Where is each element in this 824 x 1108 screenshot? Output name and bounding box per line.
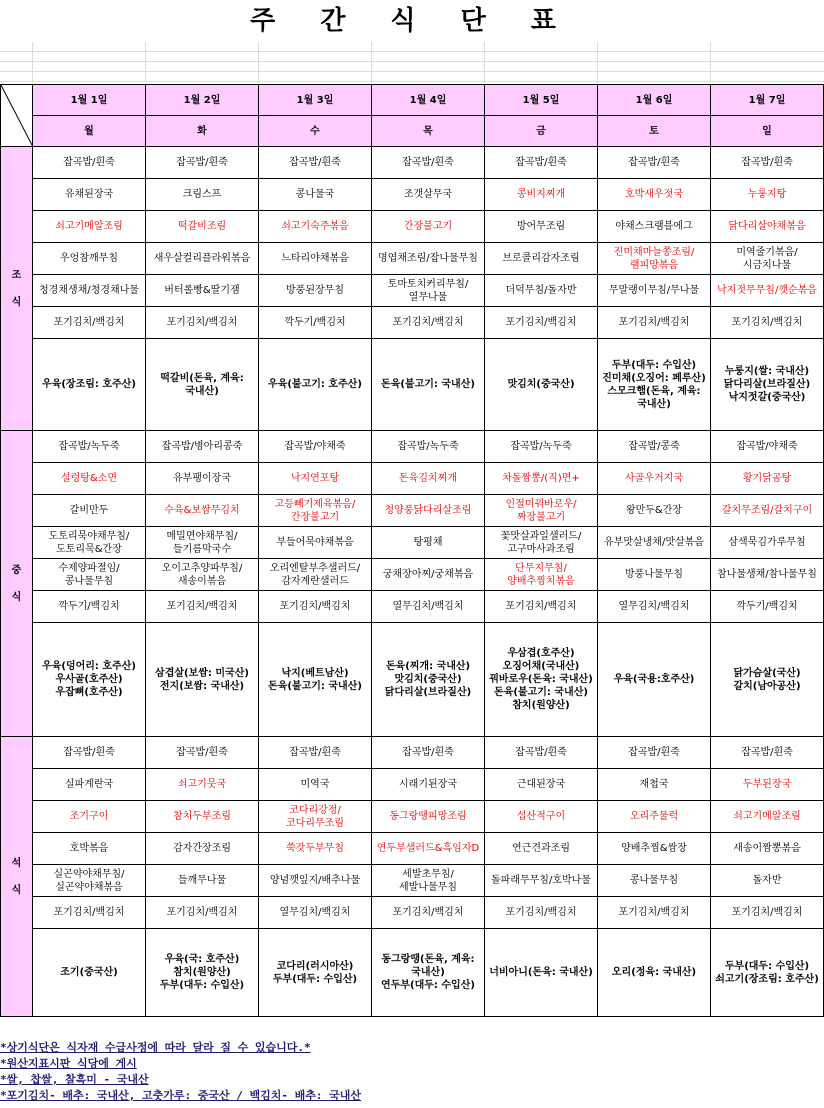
menu-cell: 포기김치/백김치: [146, 897, 259, 929]
menu-cell: 돈육김치찌개: [372, 463, 485, 495]
menu-cell: 잡곡밥/흰죽: [372, 737, 485, 769]
menu-cell: 간장불고기: [372, 211, 485, 243]
menu-cell: 떡갈비조림: [146, 211, 259, 243]
empty-spreadsheet-rows: [0, 42, 824, 84]
menu-cell: 도토리묵야채무침/도토리묵&간장: [33, 527, 146, 559]
menu-row: [1, 769, 824, 801]
menu-cell: 야채스크램블에그: [598, 211, 711, 243]
menu-cell: 닭다리살야채볶음: [711, 211, 824, 243]
menu-cell: 조기구이: [33, 801, 146, 833]
menu-cell: 세발초무침/세발나물무침: [372, 865, 485, 897]
menu-cell: 누룽지탕: [711, 179, 824, 211]
menu-cell: 포기김치/백김치: [485, 897, 598, 929]
menu-cell: 잡곡밥/병아리콩죽: [146, 431, 259, 463]
menu-cell: 방풍나물무침: [598, 559, 711, 591]
menu-cell: 콩나물무침: [598, 865, 711, 897]
menu-cell: 포기김치/백김치: [711, 307, 824, 339]
meal-label: 석 식: [1, 737, 33, 1017]
menu-cell: 재첩국: [598, 769, 711, 801]
menu-cell: 실파계란국: [33, 769, 146, 801]
menu-cell: 잡곡밥/흰죽: [146, 737, 259, 769]
menu-cell: 양념깻잎지/배추나물: [259, 865, 372, 897]
menu-cell: 호박새우젓국: [598, 179, 711, 211]
menu-cell: 단무지무침/양배추찜치볶음: [485, 559, 598, 591]
meal-label: 조 식: [1, 147, 33, 431]
menu-cell: 왕만두&간장: [598, 495, 711, 527]
menu-cell: 호박볶음: [33, 833, 146, 865]
menu-cell: 잡곡밥/녹두죽: [485, 431, 598, 463]
menu-cell: 참나물생채/참나물무침: [711, 559, 824, 591]
menu-cell: 잡곡밥/녹두죽: [33, 431, 146, 463]
menu-cell: 우엉참깨무침: [33, 243, 146, 275]
menu-cell: 잡곡밥/흰죽: [485, 147, 598, 179]
menu-cell: 우육(국: 호주산) 참치(원양산) 두부(대두: 수입산): [146, 929, 259, 1017]
menu-cell: 포기김치/백김치: [33, 897, 146, 929]
menu-cell: 열무김치/백김치: [372, 591, 485, 623]
menu-cell: 포기김치/백김치: [146, 591, 259, 623]
menu-cell: 포기김치/백김치: [33, 307, 146, 339]
date-header: 1월 2일: [146, 85, 259, 116]
menu-cell: 방어무조림: [485, 211, 598, 243]
menu-row: [1, 559, 824, 591]
note-line: *원산지표시판 식당에 게시: [0, 1057, 137, 1070]
menu-cell: 코다리강정/코다리무조림: [259, 801, 372, 833]
menu-cell: 잡곡밥/야채죽: [711, 431, 824, 463]
menu-cell: 오리엔탈부추샐러드/감자계란샐러드: [259, 559, 372, 591]
menu-cell: 설렁탕&소면: [33, 463, 146, 495]
menu-cell: 두부(대두: 수입산) 진미채(오징어: 페루산) 스모크햄(돈육, 계육: 국내산): [598, 339, 711, 431]
menu-row: [1, 431, 824, 463]
page-title: 주 간 식 단 표: [250, 6, 574, 36]
menu-cell: 잡곡밥/흰죽: [485, 737, 598, 769]
menu-cell: 양배추찜&쌈장: [598, 833, 711, 865]
day-of-week-header: 토: [598, 116, 711, 147]
menu-cell: 포기김치/백김치: [485, 307, 598, 339]
menu-cell: 삼겹살(보쌈: 미국산) 전지(보쌈: 국내산): [146, 623, 259, 737]
date-header: 1월 1일: [33, 85, 146, 116]
menu-row: [1, 801, 824, 833]
menu-row: [1, 179, 824, 211]
menu-row: [1, 833, 824, 865]
menu-cell: 우육(덩어리: 호주산) 우사골(호주산) 우잡뼈(호주산): [33, 623, 146, 737]
menu-cell: 조갯살무국: [372, 179, 485, 211]
date-header: 1월 5일: [485, 85, 598, 116]
menu-cell: 돌파래무무침/호박나물: [485, 865, 598, 897]
menu-cell: 더덕무침/돌자반: [485, 275, 598, 307]
menu-cell: 열무김치/백김치: [598, 591, 711, 623]
meal-label: 중 식: [1, 431, 33, 737]
menu-cell: 깍두기/백김치: [259, 307, 372, 339]
menu-cell: 쇠고기메알조림: [33, 211, 146, 243]
day-of-week-header: 일: [711, 116, 824, 147]
menu-cell: 낙지(베트남산) 돈육(불고기: 국내산): [259, 623, 372, 737]
menu-cell: 유부팽이장국: [146, 463, 259, 495]
menu-cell: 두부(대두: 수입산) 쇠고기(장조림: 호주산): [711, 929, 824, 1017]
menu-cell: 포기김치/백김치: [259, 591, 372, 623]
notes-section: [0, 1040, 824, 1104]
menu-cell: 갈비만두: [33, 495, 146, 527]
menu-cell: 근대된장국: [485, 769, 598, 801]
menu-row: [1, 307, 824, 339]
menu-cell: 꽃맛살과일샐러드/고구마사과조림: [485, 527, 598, 559]
menu-cell: 우육(장조림: 호주산): [33, 339, 146, 431]
menu-cell: 인절미꿔바로우/짜장불고기: [485, 495, 598, 527]
menu-cell: 우육(불고기: 호주산): [259, 339, 372, 431]
menu-cell: 코다리(러시아산) 두부(대두: 수입산): [259, 929, 372, 1017]
menu-row: [1, 243, 824, 275]
menu-row: [1, 527, 824, 559]
day-of-week-header: 화: [146, 116, 259, 147]
day-of-week-header: 수: [259, 116, 372, 147]
menu-cell: 쇠고기메알조림: [711, 801, 824, 833]
menu-cell: 버터롤빵&딸기잼: [146, 275, 259, 307]
menu-cell: 유부맛살냉채/맛살볶음: [598, 527, 711, 559]
menu-cell: 명엽채조림/잡나물무침: [372, 243, 485, 275]
menu-cell: 잡곡밥/녹두죽: [372, 431, 485, 463]
menu-cell: 미역국: [259, 769, 372, 801]
menu-cell: 잡곡밥/흰죽: [146, 147, 259, 179]
menu-cell: 잡곡밥/흰죽: [598, 737, 711, 769]
menu-cell: 섭산적구이: [485, 801, 598, 833]
menu-cell: 고등빼기제육볶음/간장불고기: [259, 495, 372, 527]
note-line: *포기김치- 배추: 국내산, 고춧가루: 중국산 / 백김치- 배추: 국내산: [0, 1089, 361, 1102]
menu-cell: 새우살컬리플라워볶음: [146, 243, 259, 275]
weekly-menu-table: [0, 84, 824, 1017]
menu-row: [1, 147, 824, 179]
menu-cell: 감자간장조림: [146, 833, 259, 865]
menu-cell: 포기김치/백김치: [146, 307, 259, 339]
menu-cell: 오리(정육: 국내산): [598, 929, 711, 1017]
menu-cell: 연근견과조림: [485, 833, 598, 865]
menu-cell: 크림스프: [146, 179, 259, 211]
date-header: 1월 7일: [711, 85, 824, 116]
menu-cell: 참치두부조림: [146, 801, 259, 833]
menu-cell: 오리주물럭: [598, 801, 711, 833]
menu-cell: 포기김치/백김치: [372, 897, 485, 929]
menu-cell: 콩비지찌개: [485, 179, 598, 211]
menu-cell: 콩나물국: [259, 179, 372, 211]
menu-cell: 메밀면야채무침/들기름막국수: [146, 527, 259, 559]
menu-cell: 돌자반: [711, 865, 824, 897]
menu-cell: 수제양파절임/콩나물무침: [33, 559, 146, 591]
diagonal-line: [1, 85, 33, 147]
menu-cell: 잡곡밥/야채죽: [259, 431, 372, 463]
menu-cell: 우육(국용:호주산): [598, 623, 711, 737]
menu-cell: 낙지젓무무침/깻순볶음: [711, 275, 824, 307]
menu-cell: 열무김치/백김치: [259, 897, 372, 929]
date-header: 1월 3일: [259, 85, 372, 116]
day-of-week-header: 금: [485, 116, 598, 147]
menu-cell: 부들어묵야채볶음: [259, 527, 372, 559]
menu-row: [1, 495, 824, 527]
menu-cell: 탕평채: [372, 527, 485, 559]
menu-cell: 토마토치커리무침/열무나물: [372, 275, 485, 307]
menu-row: [1, 339, 824, 431]
note-line: *쌀, 찹쌀, 찰흑미 - 국내산: [0, 1073, 149, 1086]
menu-cell: 떡갈비(돈육, 계육: 국내산): [146, 339, 259, 431]
menu-cell: 두부된장국: [711, 769, 824, 801]
menu-cell: 청양풍닭다리살조림: [372, 495, 485, 527]
menu-cell: 포기김치/백김치: [598, 307, 711, 339]
menu-cell: 들깨무나물: [146, 865, 259, 897]
menu-cell: 잡곡밥/흰죽: [33, 737, 146, 769]
menu-cell: 황기닭곰탕: [711, 463, 824, 495]
menu-cell: 동그랑땡피망조림: [372, 801, 485, 833]
menu-cell: 우삼겹(호주산) 오징어채(국내산) 꿔바로우(돈육: 국내산) 돈육(불고기: 국내산) 참치(원양산): [485, 623, 598, 737]
menu-cell: 동그랑땡(돈육, 계육: 국내산) 연두부(대두: 수입산): [372, 929, 485, 1017]
day-of-week-header: 월: [33, 116, 146, 147]
menu-cell: 쇠고기숙주볶음: [259, 211, 372, 243]
date-header: 1월 4일: [372, 85, 485, 116]
menu-cell: 시래기된장국: [372, 769, 485, 801]
menu-cell: 닭가슴살(국산) 갈치(남아공산): [711, 623, 824, 737]
menu-cell: 깍두기/백김치: [33, 591, 146, 623]
date-header: 1월 6일: [598, 85, 711, 116]
menu-cell: 무말랭이무침/무나물: [598, 275, 711, 307]
menu-cell: 실곤약야채무침/실곤약야채볶음: [33, 865, 146, 897]
menu-cell: 브로콜리감자조림: [485, 243, 598, 275]
menu-cell: 방풍된장무침: [259, 275, 372, 307]
menu-cell: 잡곡밥/흰죽: [711, 737, 824, 769]
menu-cell: 수육&보쌈무김치: [146, 495, 259, 527]
menu-cell: 잡곡밥/콩죽: [598, 431, 711, 463]
menu-cell: 잡곡밥/흰죽: [259, 147, 372, 179]
menu-cell: 사골우거지국: [598, 463, 711, 495]
menu-cell: 낙지연포탕: [259, 463, 372, 495]
menu-cell: 포기김치/백김치: [711, 897, 824, 929]
menu-row: [1, 865, 824, 897]
menu-row: [1, 897, 824, 929]
menu-cell: 맛김치(중국산): [485, 339, 598, 431]
menu-cell: 포기김치/백김치: [485, 591, 598, 623]
menu-cell: 잡곡밥/흰죽: [598, 147, 711, 179]
menu-cell: 느타리야채볶음: [259, 243, 372, 275]
menu-cell: 쑥갓두부무침: [259, 833, 372, 865]
menu-cell: 누룽지(쌀: 국내산) 닭다리살(브라질산) 낙지젓갈(중국산): [711, 339, 824, 431]
menu-cell: 잡곡밥/흰죽: [259, 737, 372, 769]
note-line: *상기식단은 식자재 수급사정에 따라 달라 질 수 있습니다.*: [0, 1041, 311, 1054]
menu-row: [1, 275, 824, 307]
menu-cell: 조기(중국산): [33, 929, 146, 1017]
menu-cell: 새송이짬뽕볶음: [711, 833, 824, 865]
menu-cell: 청경채생채/청경채나물: [33, 275, 146, 307]
menu-cell: 차돌짬뽕/(직)면+: [485, 463, 598, 495]
menu-cell: 돈육(찌개: 국내산) 맛김치(중국산) 닭다리살(브라질산): [372, 623, 485, 737]
menu-cell: 연두부샐러드&흑임자D: [372, 833, 485, 865]
menu-row: [1, 737, 824, 769]
menu-cell: 잡곡밥/흰죽: [711, 147, 824, 179]
menu-cell: 갈치무조림/갈치구이: [711, 495, 824, 527]
menu-cell: 유채된장국: [33, 179, 146, 211]
menu-row: [1, 929, 824, 1017]
menu-cell: 삼색묵김가루무침: [711, 527, 824, 559]
menu-cell: 잡곡밥/흰죽: [372, 147, 485, 179]
menu-cell: 포기김치/백김치: [598, 897, 711, 929]
menu-cell: 잡곡밥/흰죽: [33, 147, 146, 179]
menu-row: [1, 463, 824, 495]
menu-cell: 진미채마늘쫑조림/램피망볶음: [598, 243, 711, 275]
menu-cell: 돈육(불고기: 국내산): [372, 339, 485, 431]
day-of-week-header: 목: [372, 116, 485, 147]
header-corner: [1, 85, 33, 147]
menu-cell: 궁채장아찌/궁채볶음: [372, 559, 485, 591]
menu-row: [1, 591, 824, 623]
menu-cell: 쇠고기뭇국: [146, 769, 259, 801]
menu-cell: 미역줄기볶음/시금치나물: [711, 243, 824, 275]
menu-cell: 포기김치/백김치: [372, 307, 485, 339]
menu-row: [1, 623, 824, 737]
menu-cell: 오이고추양파무침/새송이볶음: [146, 559, 259, 591]
menu-row: [1, 211, 824, 243]
menu-cell: 너비아니(돈육: 국내산): [485, 929, 598, 1017]
menu-cell: 깍두기/백김치: [711, 591, 824, 623]
